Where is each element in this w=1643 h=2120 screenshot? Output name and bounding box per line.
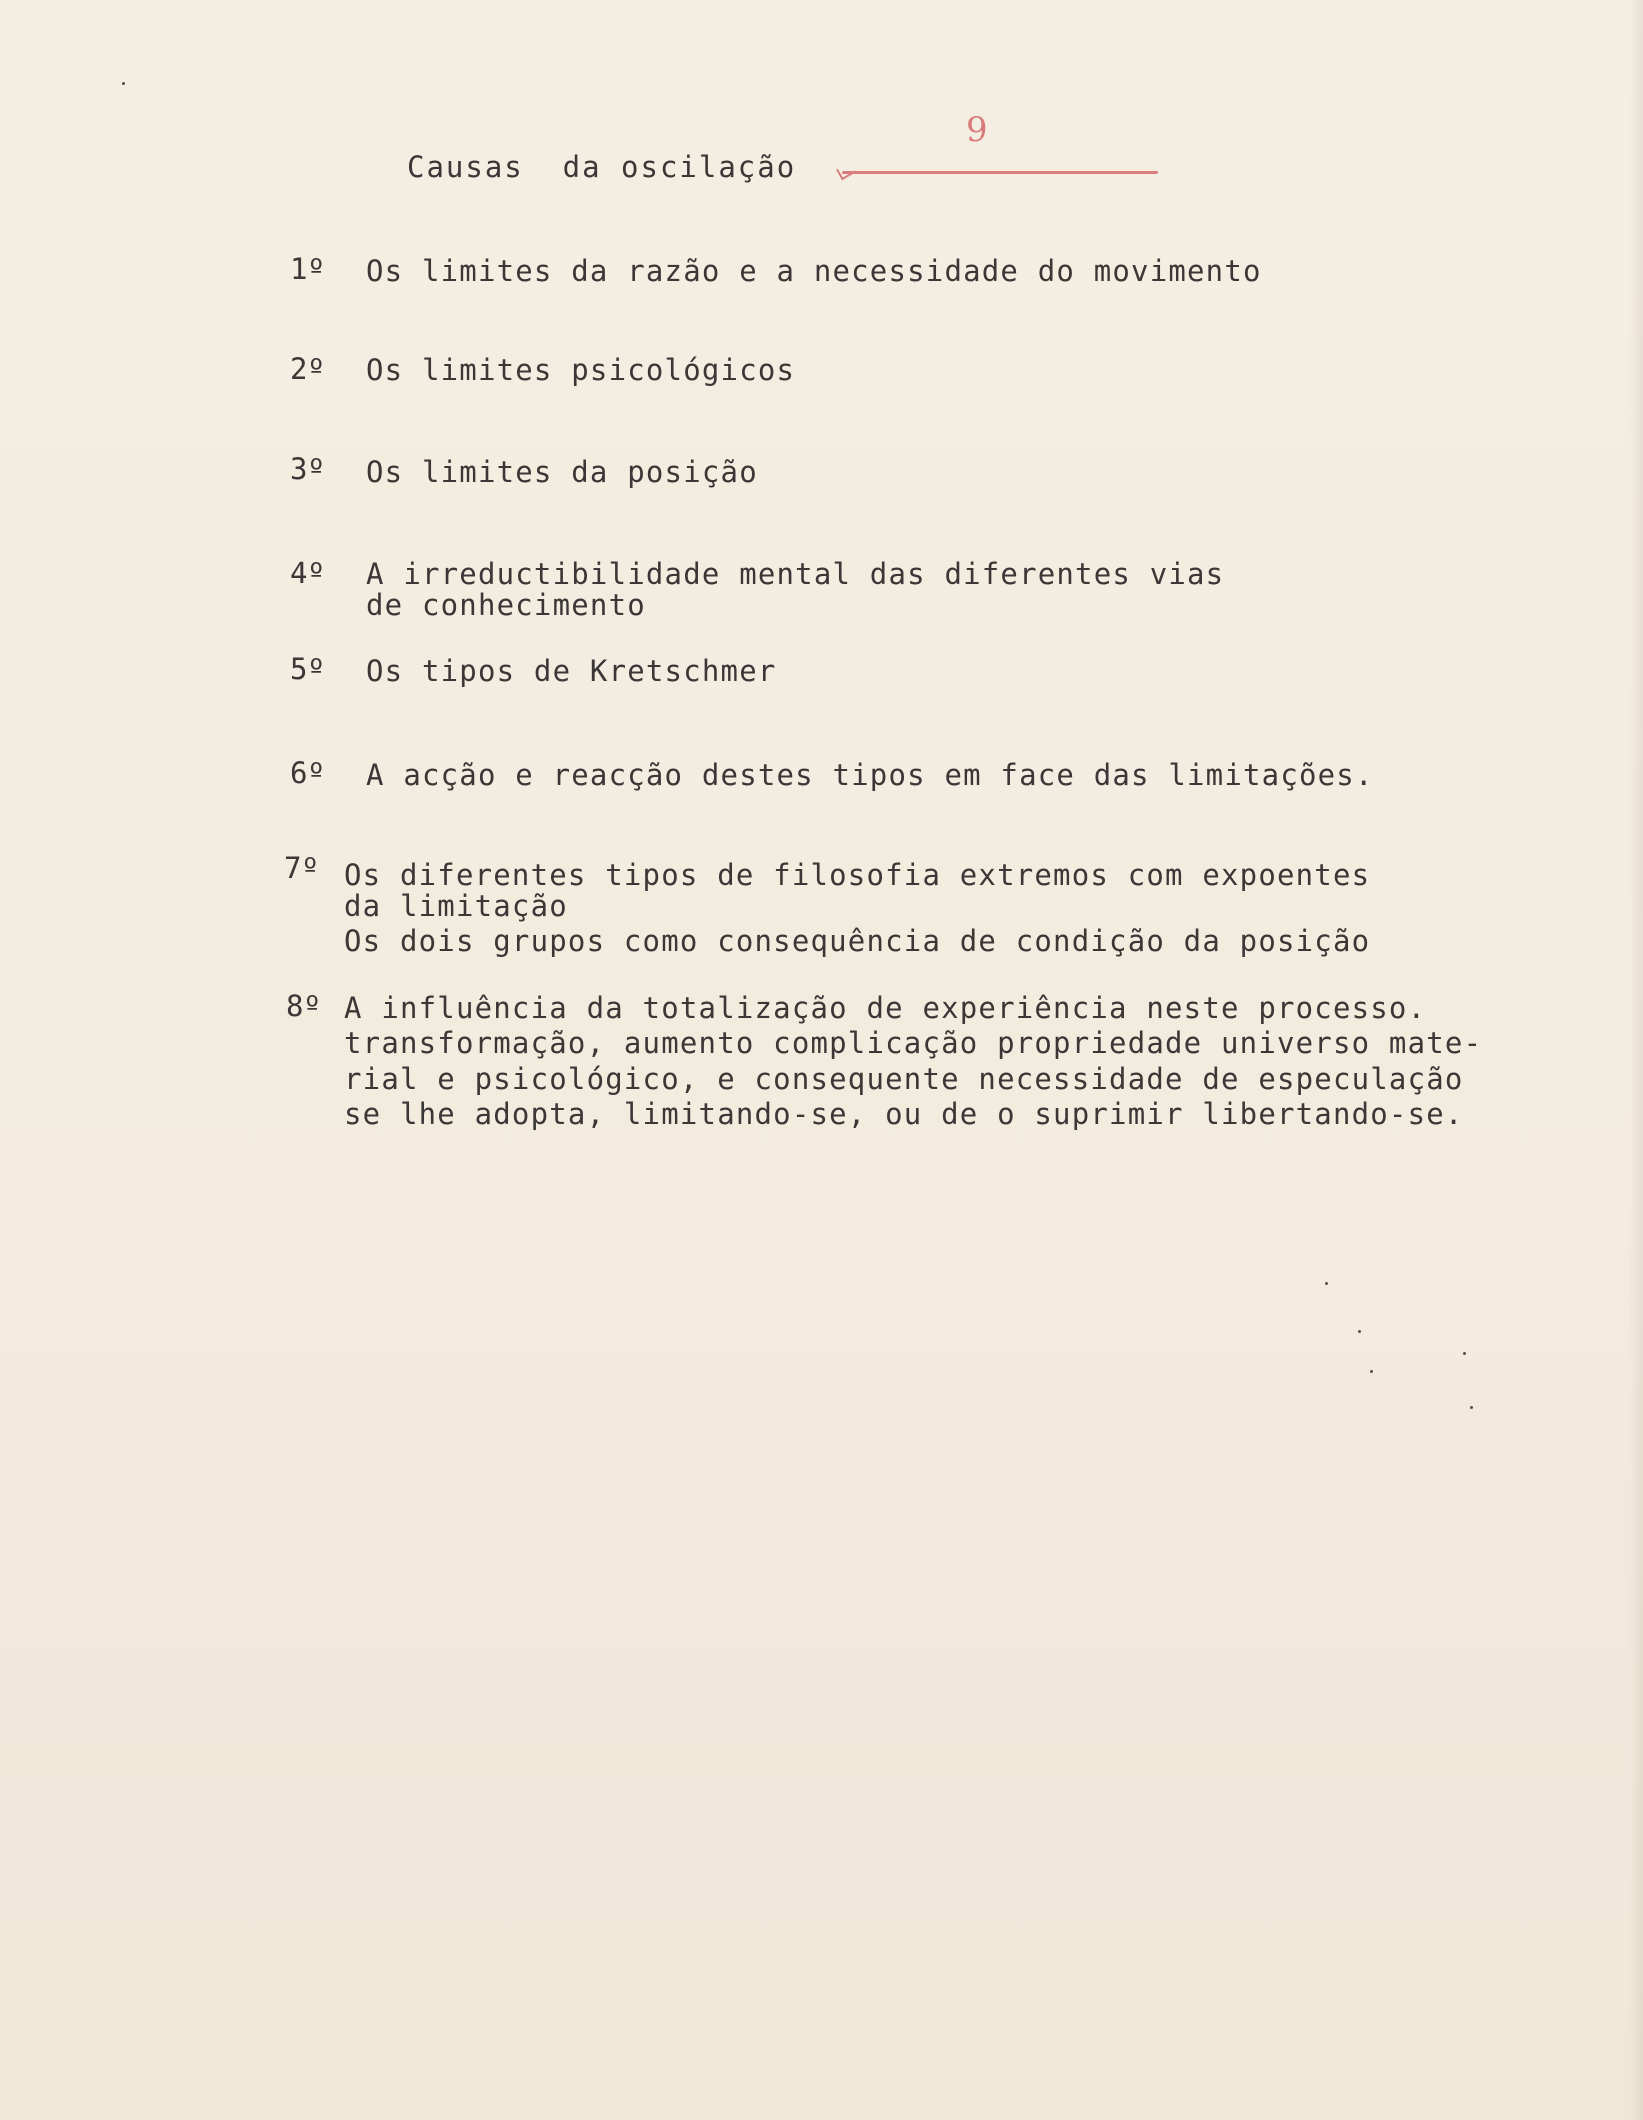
paper-speck bbox=[1358, 1330, 1361, 1333]
item-line: se lhe adopta, limitando-se, ou de o suprimir libertando-se. bbox=[344, 1097, 1464, 1131]
item-number: 4º bbox=[290, 556, 325, 590]
item-number: 6º bbox=[290, 756, 325, 790]
item-line: Os limites da razão e a necessidade do movimento bbox=[366, 254, 1262, 288]
item-line: de conhecimento bbox=[366, 588, 646, 622]
item-line: Os limites da posição bbox=[366, 455, 758, 489]
page-edge-shadow bbox=[1629, 0, 1643, 2120]
paper-speck bbox=[1325, 1282, 1328, 1285]
red-underline bbox=[842, 171, 1158, 174]
item-number: 1º bbox=[290, 252, 325, 286]
item-number: 5º bbox=[290, 652, 325, 686]
paper-speck bbox=[122, 82, 125, 85]
item-number: 2º bbox=[290, 352, 325, 386]
page-title: Causas da oscilação bbox=[407, 150, 797, 184]
item-line: rial e psicológico, e consequente necessidade de especulação bbox=[344, 1062, 1464, 1096]
item-line: A influência da totalização de experiência neste processo. bbox=[344, 991, 1427, 1025]
paper-speck bbox=[1463, 1352, 1466, 1355]
item-line: da limitação bbox=[344, 889, 568, 923]
item-number: 3º bbox=[290, 452, 325, 486]
item-line: Os limites psicológicos bbox=[366, 353, 796, 387]
item-number: 7º bbox=[284, 851, 319, 885]
paper-speck bbox=[1470, 1406, 1473, 1409]
paper-speck bbox=[1370, 1370, 1373, 1373]
item-line: transformação, aumento complicação propriedade universo mate- bbox=[344, 1026, 1483, 1060]
item-line: Os dois grupos como consequência de condição da posição bbox=[344, 924, 1371, 958]
item-line: A acção e reacção destes tipos em face das limitações. bbox=[366, 758, 1374, 792]
item-line: Os diferentes tipos de filosofia extremos com expoentes bbox=[344, 858, 1371, 892]
item-line: A irreductibilidade mental das diferentes vias bbox=[366, 557, 1225, 591]
item-number: 8º bbox=[286, 989, 321, 1023]
item-line: Os tipos de Kretschmer bbox=[366, 654, 777, 688]
page-number: 9 bbox=[966, 110, 988, 150]
